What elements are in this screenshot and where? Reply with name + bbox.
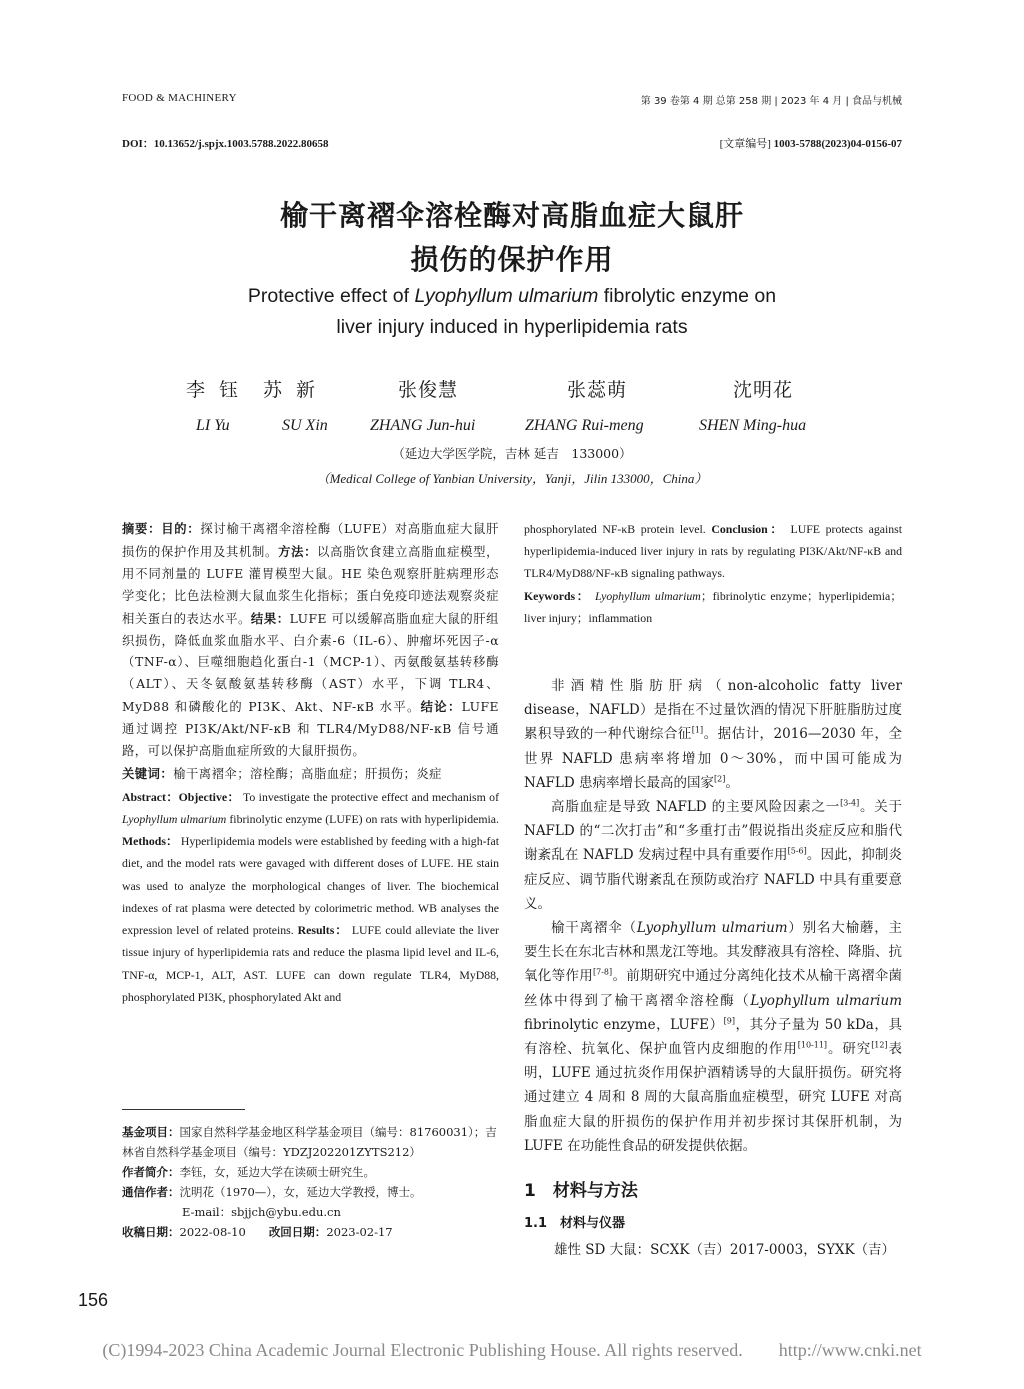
copyright-footer: (C)1994-2023 China Academic Journal Electronic Publishing House. All rights reserved. http://www.cnki.net (102, 1340, 922, 1360)
ref-10-11[interactable]: [10-11] (797, 1040, 828, 1050)
objective-en-post: fibrinolytic enzyme (LUFE) on rats with hyperlipidemia. (226, 812, 499, 827)
affiliation-en: （Medical College of Yanbian University，Yanji，Jilin 133000，China） (316, 471, 708, 486)
p3-text-d: fibrinolytic enzyme，LUFE） (524, 1016, 724, 1033)
ref-9[interactable]: [9] (723, 1016, 735, 1026)
fund-text: 国家自然科学基金地区科学基金项目（编号：81760031）；吉林省自然科学基金项目（编号：YDZJ202201ZYTS212） (122, 1125, 497, 1159)
footnotes (122, 1122, 499, 1242)
keywords-en-species: Lyophyllum ulmarium (594, 588, 701, 603)
corresponding-text: 沈明花（1970—），女，延边大学教授，博士。 (179, 1185, 422, 1199)
keywords-en-text: ；fibrinolytic enzyme；hyperlipidemia；liver injury；inflammation (524, 588, 903, 625)
article-number (720, 135, 902, 151)
objective-text: 探讨榆干离褶伞溶栓酶（LUFE）对高脂血症大鼠肝损伤的保护作用及其机制。 (122, 522, 499, 559)
ref-2[interactable]: [2] (714, 774, 726, 784)
corresponding-label: 通信作者： (122, 1185, 180, 1199)
doi[interactable]: DOI：10.13652/j.spjx.1003.5788.2022.80658 (122, 138, 329, 150)
keywords-en-label: Keywords： (524, 588, 591, 603)
title-en-species: Lyophyllum ulmarium (414, 285, 599, 307)
abstract-left-column (122, 518, 499, 1008)
section-1-1-heading: 1.1 材料与仪器 (524, 1216, 626, 1231)
title-zh-line2: 损伤的保护作用 (410, 243, 614, 276)
ref-12[interactable]: [12] (871, 1040, 888, 1050)
keywords-zh-text: 榆干离褶伞；溶栓酶；高脂血症；肝损伤；炎症 (173, 766, 442, 781)
revised-label: 改回日期： (268, 1225, 327, 1239)
result-text: LUFE 可以缓解高脂血症大鼠的肝组织损伤，降低血浆血脂水平、白介素-6（IL-6）、肿瘤坏死因子-α（TNF-α）、巨噬细胞趋化蛋白-1（MCP-1）、丙氨酸氨基转移酶（ALT）、天冬氨酸氨基转移酶（AST）水平，下调 TLR4、MyD88 和磷酸化的 PI3K、Akt、NF-κB 水平。 (122, 611, 499, 715)
section-1-heading: 1 材料与方法 (524, 1181, 638, 1201)
title-zh-line1: 榆干离褶伞溶栓酶对高脂血症大鼠肝 (279, 199, 744, 232)
ref-5-6[interactable]: [5-6] (787, 846, 807, 856)
email[interactable]: E-mail：sbjjch@ybu.edu.cn (182, 1205, 341, 1219)
affiliation-zh: （延边大学医学院，吉林 延吉 133000） (392, 446, 632, 461)
results-en-continued: phosphorylated NF-κB protein level. (524, 522, 706, 536)
methods-en-text: Hyperlipidemia models were established by feeding with a high-fat diet, and the model rats were gavaged with different doses of LUFE. HE stain was used to analyze the morphological changes of liver. The biochemical indexes of rat plasma were detected by colorimetric method. WB analyses the expression level of related proteins. (122, 834, 499, 938)
keywords-en (524, 585, 902, 629)
p2-text-c: 。因此，抑制炎症反应、调节脂代谢紊乱在预防或治疗 NAFLD 中具有重要意义。 (524, 847, 902, 912)
methods-en-label: Methods： (122, 834, 178, 849)
objective-en-species: Lyophyllum ulmarium (122, 812, 227, 827)
results-en-label: Results： (297, 923, 348, 938)
section-1-1-text: 雄性 SD 大鼠：SCXK（吉）2017-0003，SYXK（吉） (554, 1242, 896, 1258)
author-zh-2: 苏新 (263, 379, 330, 401)
journal-name: FOOD & MACHINERY (122, 92, 237, 104)
author-en-4: ZHANG Rui-meng (525, 417, 644, 434)
method-label: 方法： (278, 543, 318, 559)
author-en-3: ZHANG Jun-hui (370, 417, 476, 434)
title-en-post: fibrolytic enzyme on (598, 285, 777, 307)
ref-7-8[interactable]: [7-8] (593, 967, 613, 977)
p3-text-b: ）别名大榆蘑，主要生长在东北吉林和黑龙江等地。其发酵液具有溶栓、降脂、抗氧化等作用 (524, 920, 903, 985)
p3-text-c: 。前期研究中通过分离纯化技术从榆干离褶伞菌丝体中得到了榆干离褶伞溶栓酶（ (524, 968, 903, 1009)
paragraph-3 (524, 916, 902, 1158)
p3-text-f: 。研究 (827, 1041, 872, 1058)
dates-row (122, 1222, 499, 1242)
author-en-5: SHEN Ming-hua (699, 417, 807, 434)
p1-text-c: 。 (725, 774, 739, 791)
author-zh-3: 张俊慧 (398, 379, 459, 401)
title-en-line2: liver injury induced in hyperlipidemia rats (336, 316, 688, 338)
keywords-zh-label: 关键词： (122, 765, 174, 781)
keywords-zh (122, 763, 499, 786)
objective-label: 目的： (161, 521, 201, 536)
title-en-line1 (0, 285, 1024, 308)
title-en-pre: Protective effect of (247, 285, 415, 307)
p1-text-b: 。据估计，2016—2030 年，全世界 NAFLD 患病率将增加 0～30%，而中国可能成为 NAFLD 患病率增长最高的国家 (524, 726, 902, 791)
author-en-2: SU Xin (282, 417, 328, 434)
abstract-en (122, 786, 499, 1008)
ref-3-4[interactable]: [3-4] (840, 798, 860, 808)
page-number: 156 (78, 1290, 109, 1310)
conclusion-label: 结论： (420, 699, 462, 715)
author-intro-text: 李钰，女，延边大学在读硕士研究生。 (179, 1165, 375, 1179)
p3-text-g: 表明，LUFE 通过抗炎作用保护酒精诱导的大鼠肝损伤。研究将通过建立 4 周和 8 周的大鼠高脂血症模型，研究 LUFE 对高脂血症大鼠的肝损伤的保护作用并初步探讨其保肝机制，为 LUFE 在功能性食品的研发提供依据。 (524, 1041, 903, 1154)
author-zh-1: 李钰 (186, 379, 253, 401)
body-text (524, 674, 902, 1158)
received-label: 收稿日期： (122, 1225, 180, 1239)
author-zh-5: 沈明花 (733, 379, 794, 401)
fund-row (122, 1122, 499, 1162)
p2-text: 高脂血症是导致 NAFLD 的主要风险因素之一 (551, 799, 841, 816)
p3-text-e: ，其分子量为 50 kDa，具有溶栓、抗氧化、保护血管内皮细胞的作用 (524, 1016, 902, 1058)
footnote-divider (122, 1109, 245, 1110)
received-date: 2022-08-10 (179, 1225, 246, 1239)
issue-info: 第 39 卷第 4 期 总第 258 期 | 2023 年 4 月 | 食品与机械 (640, 96, 902, 107)
results-en-text: LUFE could alleviate the liver tissue injury of hyperlipidemia rats and reduce the plasma lipid level and IL-6, TNF-α, MCP-1, ALT, AST. LUFE can down regulate TLR4, MyD88, phosphorylated PI3K, phosphorylated Akt and (122, 923, 499, 1004)
abstract-zh (122, 518, 499, 786)
method-text: 以高脂饮食建立高脂血症模型，用不同剂量的 LUFE 灌胃模型大鼠。HE 染色观察肝脏病理形态学变化；比色法检测大鼠血浆生化指标；蛋白免疫印迹法观察炎症相关蛋白的表达水平。 (122, 544, 499, 626)
abstract-en-label: Abstract： (122, 789, 179, 804)
result-label: 结果： (250, 610, 290, 626)
article-number-value: 1003-5788(2023)04-0156-07 (773, 138, 902, 150)
author-intro-row (122, 1162, 499, 1182)
ref-1[interactable]: [1] (691, 725, 704, 735)
revised-date: 2023-02-17 (326, 1225, 393, 1239)
fund-label: 基金项目： (122, 1125, 180, 1139)
objective-en-label: Objective： (178, 789, 240, 804)
article-number-label: [文章编号] (719, 138, 771, 150)
p3-text: 榆干离褶伞（ (551, 920, 637, 937)
conclusion-en-label: Conclusion： (711, 522, 785, 536)
objective-en-pre: To investigate the protective effect and mechanism of (243, 789, 499, 804)
p3-species: Lyophyllum ulmarium (636, 920, 788, 937)
p3-species-2: Lyophyllum ulmarium (750, 992, 902, 1009)
abstract-right-column (524, 518, 902, 629)
author-en-1: LI Yu (196, 417, 230, 434)
paragraph-2 (524, 795, 902, 916)
author-zh-4: 张蕊萌 (567, 379, 628, 401)
conclusion-text: LUFE 通过调控 PI3K/Akt/NF-κB 和 TLR4/MyD88/NF-κB 信号通路，可以保护高脂血症所致的大鼠肝损伤。 (122, 700, 499, 759)
abstract-zh-label: 摘要： (122, 521, 162, 536)
author-intro-label: 作者简介： (122, 1165, 180, 1179)
conclusion-en-text: LUFE protects against hyperlipidemia-induced liver injury in rats by regulating PI3K/Akt/NF-κB and TLR4/MyD88/NF-κB signaling pathways. (524, 522, 902, 581)
corresponding-row (122, 1182, 499, 1202)
p1-text: 非酒精性脂肪肝病（non-alcoholic fatty liver disease，NAFLD）是指在不过量饮酒的情况下肝脏脂肪过度累积导致的一种代谢综合征 (524, 678, 902, 743)
paragraph-1 (524, 674, 902, 795)
p2-text-b: 。关于 NAFLD 的“二次打击”和“多重打击”假说指出炎症反应和脂代谢紊乱在 NAFLD 发病过程中具有重要作用 (524, 799, 902, 864)
